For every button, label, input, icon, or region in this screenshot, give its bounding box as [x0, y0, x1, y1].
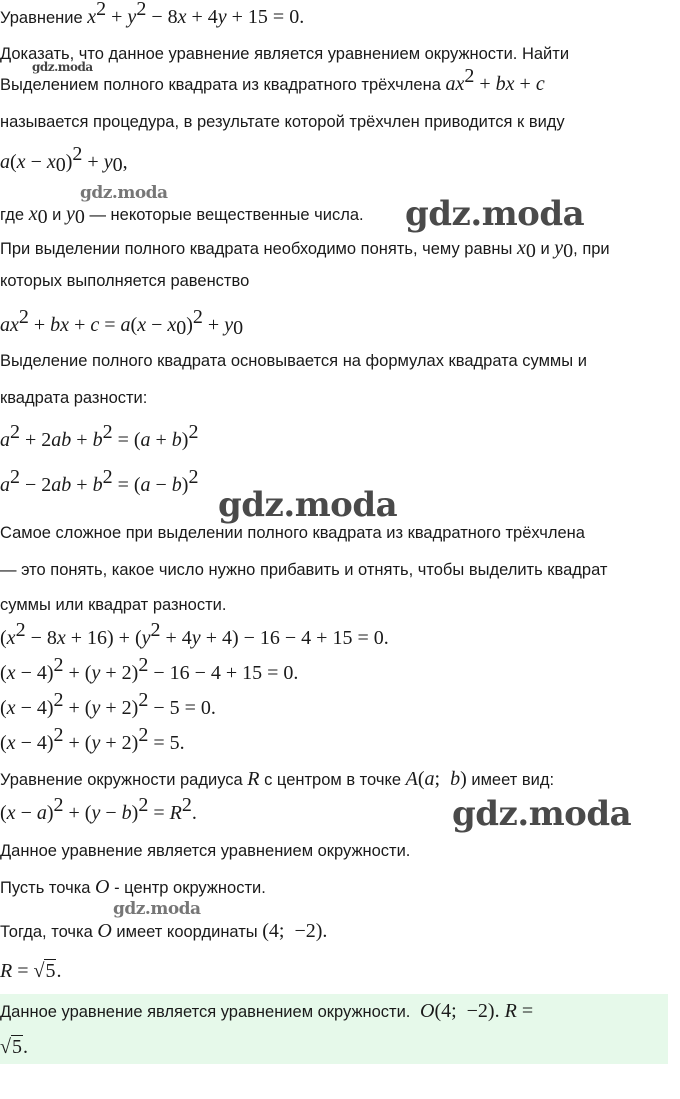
- watermark-3: gdz.moda: [452, 794, 632, 834]
- diff-square-formula: $a^2 - 2ab + b^2 = (a - b)^2$: [0, 466, 199, 496]
- watermark-4: gdz.moda: [113, 899, 201, 919]
- is-circle-line: Данное уравнение является уравнением окружности.: [0, 842, 411, 860]
- definition-line-2: называется процедура, в результате которой трёхчлен приводится к виду: [0, 113, 565, 131]
- when-line-1: При выделении полного квадрата необходимо понять, чему равны $x_0$ и $y_0$, при: [0, 237, 610, 262]
- watermark-small: gdz.moda: [32, 60, 93, 74]
- hard-line-3: суммы или квадрат разности.: [0, 596, 227, 614]
- sum-square-formula: $a^2 + 2ab + b^2 = (a + b)^2$: [0, 421, 199, 451]
- step-1-formula: $(x^2 - 8x + 16) + (y^2 + 4y + 4) - 16 - 4 + 15 = 0$.: [0, 619, 389, 649]
- equation-line: [0, 0, 305, 29]
- step-3-formula: $(x - 4)^2 + (y + 2)^2 - 5 = 0$.: [0, 689, 216, 719]
- watermark-top: gdz.moda: [80, 183, 168, 203]
- equation-formula: $x^2 + y^2 - 8x + 4y + 15 = 0$.: [87, 0, 305, 28]
- step-4-formula: $(x - 4)^2 + (y + 2)^2 = 5$.: [0, 724, 185, 754]
- based-line-2: квадрата разности:: [0, 389, 148, 407]
- vertex-form-formula: $a(x - x_0)^2 + y_0$,: [0, 143, 128, 176]
- circle-formula: $(x - a)^2 + (y - b)^2 = R^2$.: [0, 794, 197, 824]
- watermark-2: gdz.moda: [218, 485, 398, 525]
- answer-line-1: Данное уравнение является уравнением окружности. O(4; −2). R =: [0, 1000, 534, 1022]
- center-line: Пусть точка O - центр окружности.: [0, 876, 266, 898]
- when-line-2: которых выполняется равенство: [0, 272, 250, 290]
- based-line-1: Выделение полного квадрата основывается на формулах квадрата суммы и: [0, 352, 587, 370]
- answer-text: Данное уравнение является уравнением окружности.: [0, 1003, 411, 1021]
- hard-line-1: Самое сложное при выделении полного квадрата из квадратного трёхчлена: [0, 524, 585, 542]
- hard-line-2: — это понять, какое число нужно прибавить и отнять, чтобы выделить квадрат: [0, 561, 608, 579]
- prove-line: Доказать, что данное уравнение является уравнением окружности. Найти: [0, 45, 570, 63]
- where-line: где $x_0$ и $y_0$ — некоторые вещественные числа.: [0, 203, 364, 228]
- coords-line: Тогда, точка O имеет координаты (4; −2).: [0, 920, 328, 942]
- radius-formula: R = √5.: [0, 960, 62, 982]
- watermark-1: gdz.moda: [405, 194, 585, 234]
- identity-formula: $ax^2$ + bx + $c = a(x - x_0)^2 + y_0$: [0, 306, 244, 339]
- answer-line-2: √5.: [0, 1036, 28, 1058]
- equation-label: Уравнение: [0, 9, 83, 27]
- circle-def-line: Уравнение окружности радиуса R с центром в точке A(a; b) имеет вид:: [0, 768, 555, 790]
- step-2-formula: $(x - 4)^2 + (y + 2)^2 - 16 - 4 + 15 = 0$.: [0, 654, 299, 684]
- definition-line-1: Выделением полного квадрата из квадратного трёхчлена $ax^2$ + bx + c: [0, 65, 545, 95]
